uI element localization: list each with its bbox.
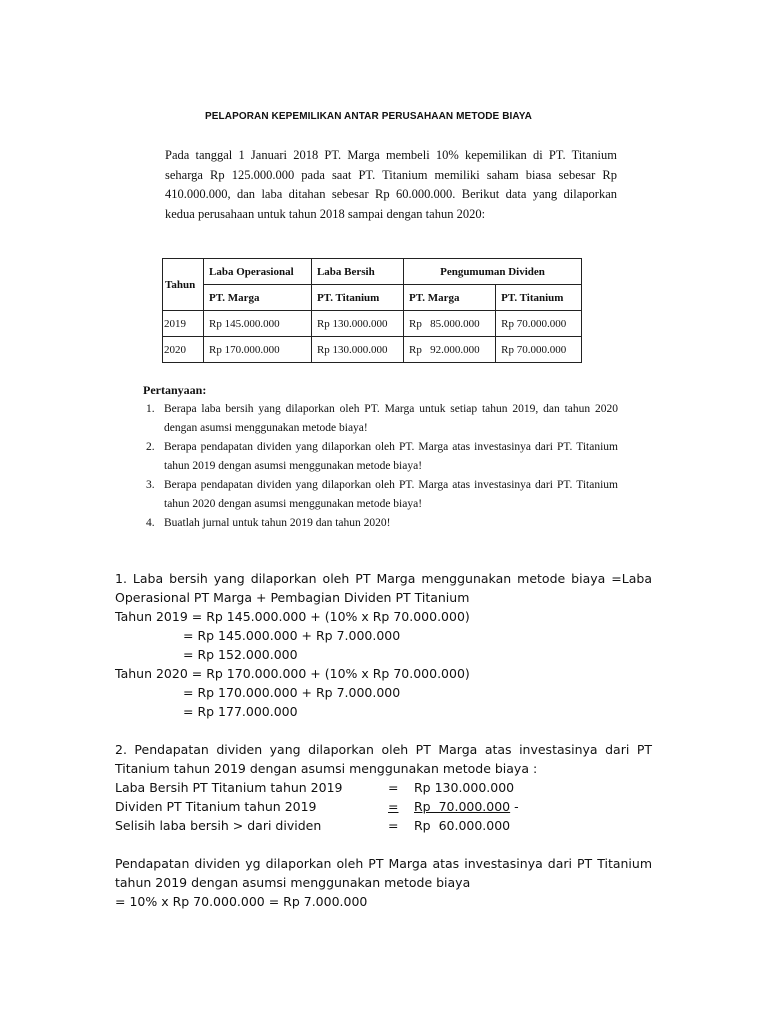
questions-heading: Pertanyaan: — [143, 383, 207, 397]
calc-value: Rp 60.000.000 — [414, 818, 511, 833]
answer-1-line: = Rp 152.000.000 — [183, 647, 298, 662]
answer-1-line: Tahun 2020 = Rp 170.000.000 + (10% x Rp 70.000.000) — [115, 666, 470, 681]
question-number: 4. — [146, 517, 155, 529]
answer-2-intro: 2. Pendapatan dividen yang dilaporkan oleh PT Marga atas investasinya dari PT Titanium tahun 2019 dengan asumsi menggunakan metode biaya : — [115, 742, 652, 776]
calc-equals: = — [388, 799, 399, 814]
question-text: Buatlah jurnal untuk tahun 2019 dan tahun 2020! — [164, 517, 391, 529]
header-laba-bersih: Laba Bersih — [311, 259, 403, 285]
cell-year: 2019 — [163, 311, 204, 337]
cell-dividen-marga: Rp 85.000.000 — [404, 311, 496, 337]
table-row — [163, 337, 582, 363]
list-item — [146, 476, 618, 514]
calc-label: Laba Bersih PT Titanium tahun 2019 — [115, 780, 343, 795]
calc-row — [115, 778, 652, 797]
cell-laba-operasional: Rp 170.000.000 — [204, 337, 312, 363]
document-title: PELAPORAN KEPEMILIKAN ANTAR PERUSAHAAN METODE BIAYA — [205, 111, 532, 122]
question-text: Berapa pendapatan dividen yang dilaporkan oleh PT. Marga atas investasinya dari PT. Titanium tahun 2019 dengan asumsi menggunakan metode biaya! — [164, 441, 618, 472]
header-tahun: Tahun — [163, 259, 204, 311]
answer-1-line: Tahun 2019 = Rp 145.000.000 + (10% x Rp 70.000.000) — [115, 609, 470, 624]
question-text: Berapa laba bersih yang dilaporkan oleh PT. Marga untuk setiap tahun 2019, dan tahun 2020 dengan asumsi menggunakan metode biaya! — [164, 403, 618, 434]
answer-2-result: = 10% x Rp 70.000.000 = Rp 7.000.000 — [115, 894, 368, 909]
question-text: Berapa pendapatan dividen yang dilaporkan oleh PT. Marga atas investasinya dari PT. Titanium tahun 2020 dengan asumsi menggunakan metode biaya! — [164, 479, 618, 510]
header-pt-titanium: PT. Titanium — [311, 285, 403, 311]
table-subheader-row — [163, 285, 582, 311]
answer-1-line: = Rp 170.000.000 + Rp 7.000.000 — [183, 685, 401, 700]
answer-1-line: = Rp 145.000.000 + Rp 7.000.000 — [183, 628, 401, 643]
question-number: 2. — [146, 441, 155, 453]
calc-equals: = — [388, 780, 399, 795]
cell-laba-operasional: Rp 145.000.000 — [204, 311, 312, 337]
calc-value: Rp 70.000.000 — [414, 799, 511, 814]
intro-paragraph: Pada tanggal 1 Januari 2018 PT. Marga membeli 10% kepemilikan di PT. Titanium seharga Rp 125.000.000 pada saat PT. Titanium memiliki saham biasa sebesar Rp 410.000.000, dan laba ditahan sebesar Rp 60.000.000. Berikut data yang dilaporkan kedua perusahaan untuk tahun 2018 sampai dengan tahun 2020: — [165, 148, 617, 221]
cell-dividen-titanium: Rp 70.000.000 — [496, 337, 582, 363]
answer-2 — [115, 740, 652, 911]
cell-dividen-titanium: Rp 70.000.000 — [496, 311, 582, 337]
calc-row — [115, 797, 652, 816]
calc-row — [115, 816, 652, 835]
list-item — [146, 514, 618, 533]
answer-1-intro: 1. Laba bersih yang dilaporkan oleh PT Marga menggunakan metode biaya =Laba Operasional PT Marga + Pembagian Dividen PT Titanium — [115, 571, 652, 605]
minus-sign: - — [510, 799, 519, 814]
calc-label: Selisih laba bersih > dari dividen — [115, 818, 322, 833]
header-pt-titanium: PT. Titanium — [496, 285, 582, 311]
header-pt-marga: PT. Marga — [404, 285, 496, 311]
cell-dividen-marga: Rp 92.000.000 — [404, 337, 496, 363]
spacer — [115, 835, 652, 854]
answer-2-conclusion: Pendapatan dividen yg dilaporkan oleh PT Marga atas investasinya dari PT Titanium tahun 2019 dengan asumsi menggunakan metode biaya — [115, 856, 652, 890]
data-table — [162, 258, 582, 363]
cell-year: 2020 — [163, 337, 204, 363]
list-item — [146, 400, 618, 438]
questions-list — [146, 400, 618, 533]
header-laba-operasional: Laba Operasional — [204, 259, 312, 285]
table-row — [163, 311, 582, 337]
calc-value-cell — [414, 797, 519, 816]
calc-equals: = — [388, 818, 399, 833]
header-pengumuman-dividen: Pengumuman Dividen — [404, 259, 582, 285]
answer-1 — [115, 569, 652, 721]
answer-1-line: = Rp 177.000.000 — [183, 704, 298, 719]
calc-value: Rp 130.000.000 — [414, 780, 515, 795]
header-pt-marga: PT. Marga — [204, 285, 312, 311]
cell-laba-bersih: Rp 130.000.000 — [311, 337, 403, 363]
list-item — [146, 438, 618, 476]
question-number: 1. — [146, 403, 155, 415]
table-header-row — [163, 259, 582, 285]
question-number: 3. — [146, 479, 155, 491]
calc-label: Dividen PT Titanium tahun 2019 — [115, 799, 317, 814]
cell-laba-bersih: Rp 130.000.000 — [311, 311, 403, 337]
